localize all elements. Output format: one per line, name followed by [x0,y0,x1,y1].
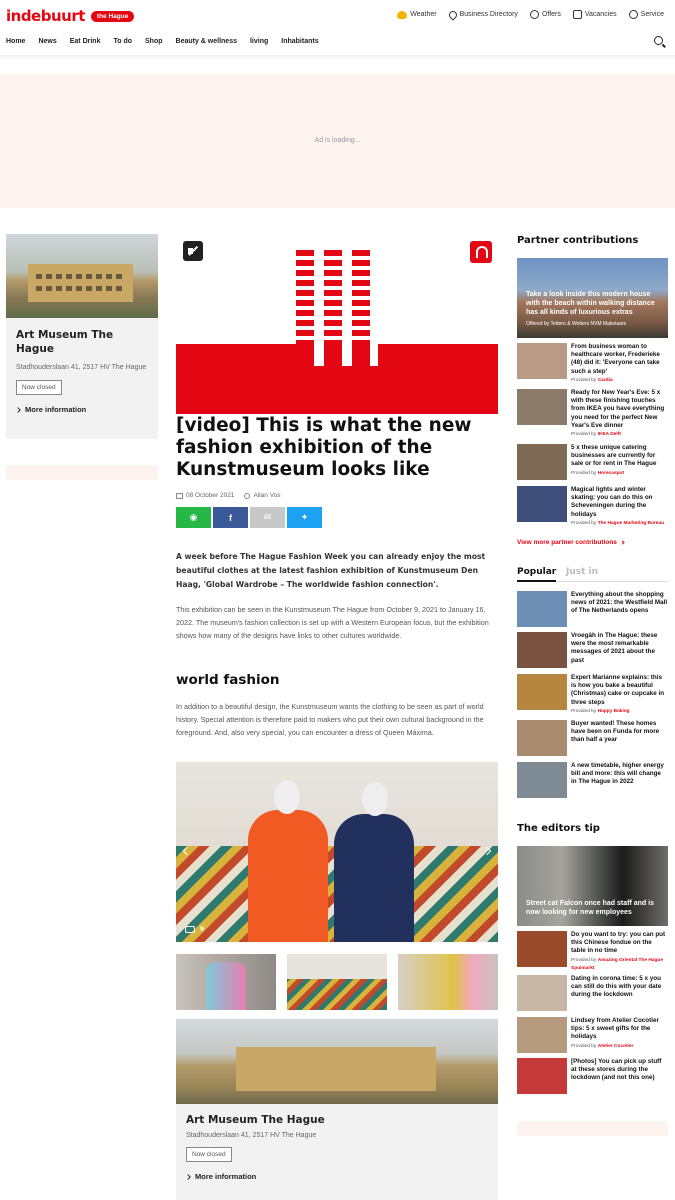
popular-item[interactable] [517,720,668,758]
nav-shop[interactable]: Shop [145,38,163,45]
tab-popular[interactable]: Popular [517,567,556,582]
editors-thumbnail [517,1058,567,1094]
editors-thumbnail [517,931,567,967]
partner-item-text [571,343,668,385]
gallery-count [185,926,204,933]
partner-featured-tile[interactable] [517,258,668,338]
item-provider: Provided by IKEA Delft [571,432,621,438]
article-date-text: 08 October 2021 [186,492,235,499]
article-lead: A week before The Hague Fashion Week you can already enjoy the most beautiful clothes at the latest fashion exhibition of Kunstmuseum Den Haag, 'Global Wardrobe – The worldwide fashion connection'. [176,552,486,589]
popular-thumbnail [517,674,567,710]
nav-news[interactable]: News [38,38,57,45]
museum-card-address: Stadhouderslaan 41, 2517 HV The Hague [186,1132,317,1139]
calendar-icon [176,493,183,499]
partner-section-title: Partner contributions [517,235,639,246]
item-provider: Provided by Cardia [571,377,613,383]
item-title: 5 x these unique catering businesses are currently for sale or for rent in The Hague [571,444,657,468]
article-author-text: Allan Vos [253,492,281,499]
utility-label: Offers [541,11,561,18]
share-twitter-button[interactable] [287,507,322,528]
editors-item[interactable] [517,931,668,969]
percent-icon [530,10,539,19]
mute-icon[interactable] [183,241,203,261]
more-information-link[interactable] [6,395,158,414]
museum-card-inline[interactable] [176,1019,498,1200]
utility-business-directory[interactable] [449,10,518,19]
item-provider: Provided by Happy Baking [571,708,630,714]
item-title: Expert Marianne explains: this is how you bake a beautiful (Christmas) cake or cupcake in three steps [571,674,665,706]
location-pin-icon [447,9,458,20]
top-bar [0,0,675,32]
more-information-label: More information [195,1172,257,1181]
partner-thumbnail [517,343,567,379]
item-title: Everything about the shopping news of 2021: the Westfield Mall of The Netherlands opens [571,591,668,615]
utility-label: Business Directory [459,11,518,18]
chevron-right-icon [620,540,624,544]
partner-item-text [571,444,668,478]
article-paragraph: This exhibition can be seen in the Kunstmuseum The Hague from October 9, 2021 to January 16, 2022. The museum's fashion collection is set up with a Western European focus, but the exhibition shows how many of the designs have links to other cultures worldwide. [176,605,489,640]
sidebar-ad [6,465,158,480]
top-ad-banner [0,74,675,208]
gallery-count-text: 9 [200,926,204,933]
gallery-mannequin [334,814,414,942]
nav-home[interactable]: Home [6,38,26,45]
nav-eat-drink[interactable]: Eat Drink [69,38,101,45]
item-provider: Provided by The Hague Marketing Bureau [571,520,665,526]
editors-item-text [571,931,668,973]
popular-thumbnail [517,632,567,668]
nav-inhabitants[interactable]: Inhabitants [281,38,319,45]
item-title: Dating in corona time: 5 x you can still do this with your date during the lockdown [571,975,662,999]
featured-title: Take a look inside this modern house with the beach within walking distance has all kinds of luxurious extras [526,291,655,316]
share-email-button[interactable] [250,507,285,528]
partner-thumbnail [517,486,567,522]
editors-item[interactable] [517,1058,668,1096]
article-subheading: world fashion [176,672,280,688]
brand-logo-icon [470,241,492,263]
item-title: Vroegâh in The Hague: these were the most remarkable messages of 2021 about the past [571,632,658,664]
opening-status-badge: Now closed [186,1147,232,1162]
logo-text: indebuurt [6,7,85,25]
facebook-icon: f [229,512,232,523]
city-selector[interactable]: the Hague [91,11,134,22]
utility-label: Vacancies [584,11,617,18]
article-meta [176,492,281,499]
item-title: Do you want to try: you can put this Chinese fondue on the table in no time [571,931,666,955]
gallery-thumbnail[interactable] [287,954,387,1010]
museum-photo [176,1019,498,1104]
editors-thumbnail [517,975,567,1011]
article-video[interactable] [176,234,498,414]
gallery-thumbnail[interactable] [176,954,276,1010]
sidebar-ad [517,1121,668,1136]
partner-item-text [571,389,668,439]
nav-beauty-wellness[interactable]: Beauty & wellness [175,38,237,45]
user-icon [244,493,250,499]
article-author[interactable] [244,492,280,499]
ad-loading-text: Ad is loading... [314,137,361,144]
popular-thumbnail [517,720,567,756]
hero-logo-pattern [296,246,378,366]
utility-service[interactable] [629,10,664,19]
opening-status-badge: Now closed [16,380,62,395]
article-date [176,492,234,499]
main-nav [0,34,675,54]
utility-weather[interactable] [397,10,436,19]
partner-item[interactable] [517,486,668,524]
popular-item[interactable] [517,591,668,629]
twitter-icon: ✦ [300,512,309,522]
nav-divider [0,55,675,59]
tab-just-in[interactable]: Just in [566,567,599,577]
popular-item[interactable] [517,674,668,712]
service-icon [629,10,638,19]
editors-featured-tile[interactable] [517,846,668,926]
site-logo[interactable] [6,7,134,25]
featured-caption: Street cat Falcon once had staff and is now looking for new employees [526,900,654,916]
share-buttons [176,507,322,528]
item-title: [Photos] You can pick up stuff at these stores during the lockdown (and not this one) [571,1058,662,1082]
utility-label: Service [640,11,664,18]
partner-item[interactable] [517,444,668,482]
popular-tabs [517,566,668,582]
partner-item[interactable] [517,389,668,438]
article-headline: [video] This is what the new fashion exhibition of the Kunstmuseum looks like [176,415,472,480]
item-title: A new timetable, higher energy bill and more: this will change in The Hague in 2022 [571,762,664,786]
museum-card-address: Stadhouderslaan 41, 2517 HV The Hague [16,364,147,371]
item-title: Buyer wanted! These homes have been on Funda for more than half a year [571,720,660,744]
editors-item-text [571,1017,668,1051]
partner-thumbnail [517,389,567,425]
editors-item[interactable] [517,1017,668,1055]
search-icon[interactable] [654,36,663,45]
utility-label: Weather [410,11,437,18]
utility-nav [397,10,664,19]
gallery-thumbnail[interactable] [398,954,498,1010]
popular-thumbnail [517,591,567,627]
chevron-right-icon [15,407,21,413]
chevron-right-icon [185,1174,191,1180]
camera-icon [185,926,195,933]
view-more-partner-link[interactable] [517,539,624,546]
gallery-mannequin [248,810,328,942]
featured-caption [526,290,661,329]
editors-thumbnail [517,1017,567,1053]
museum-card-title: Art Museum The Hague [186,1114,325,1126]
museum-card-sidebar[interactable] [6,234,158,439]
utility-offers[interactable] [530,10,561,19]
weather-icon [397,11,407,19]
more-information-label: More information [25,405,87,414]
item-provider: Provided by Horecaspot [571,470,625,476]
item-title: From business woman to healthcare worker, Frederieke (48) did it: 'Everyone can take such a step' [571,343,660,375]
partner-item-text [571,486,668,528]
nav-to-do[interactable]: To do [113,38,133,45]
museum-card-title: Art Museum The Hague [16,329,114,355]
utility-vacancies[interactable] [573,10,617,19]
more-information-link[interactable] [176,1162,498,1181]
popular-thumbnail [517,762,567,798]
item-title: Magical lights and winter skating: you can do this on Scheveningen during the holidays [571,486,653,518]
museum-photo [6,234,158,318]
share-whatsapp-button[interactable] [176,507,211,528]
mail-icon: ✉ [263,512,272,522]
partner-thumbnail [517,444,567,480]
editors-tip-title: The editors tip [517,823,600,834]
whatsapp-icon: ◉ [189,512,198,522]
share-facebook-button[interactable] [213,507,248,528]
popular-item[interactable] [517,632,668,670]
vacancies-icon [573,10,582,19]
editors-item[interactable] [517,975,668,1013]
item-provider: Provided by Amazing Oriental The Hague Spuimarkt [571,957,663,971]
popular-item-text [571,674,668,716]
nav-living[interactable]: living [249,38,269,45]
view-more-label: View more partner contributions [517,539,617,546]
article-paragraph: In addition to a beautiful design, the Kunstmuseum wants the clothing to be seen as part of world history. Special attention is therefore paid to makers who put their own cultural background in the foreground. And, also very special, you can encounter a dress of Queen Máxima. [176,702,484,737]
featured-provider: Offered by Tettero & Wetters NVM Makelaars [526,321,627,327]
item-provider: Provided by Atelier Cocotier [571,1043,634,1049]
item-title: Lindsey from Atelier Cocotier tips: 5 x sweet gifts for the holidays [571,1017,659,1041]
item-title: Ready for New Year's Eve: 5 x with these finishing touches from IKEA you have everything you need for the perfect New Year's Eve dinner [571,389,665,429]
partner-item[interactable] [517,343,668,381]
popular-item[interactable] [517,762,668,800]
photo-gallery[interactable] [176,762,498,942]
